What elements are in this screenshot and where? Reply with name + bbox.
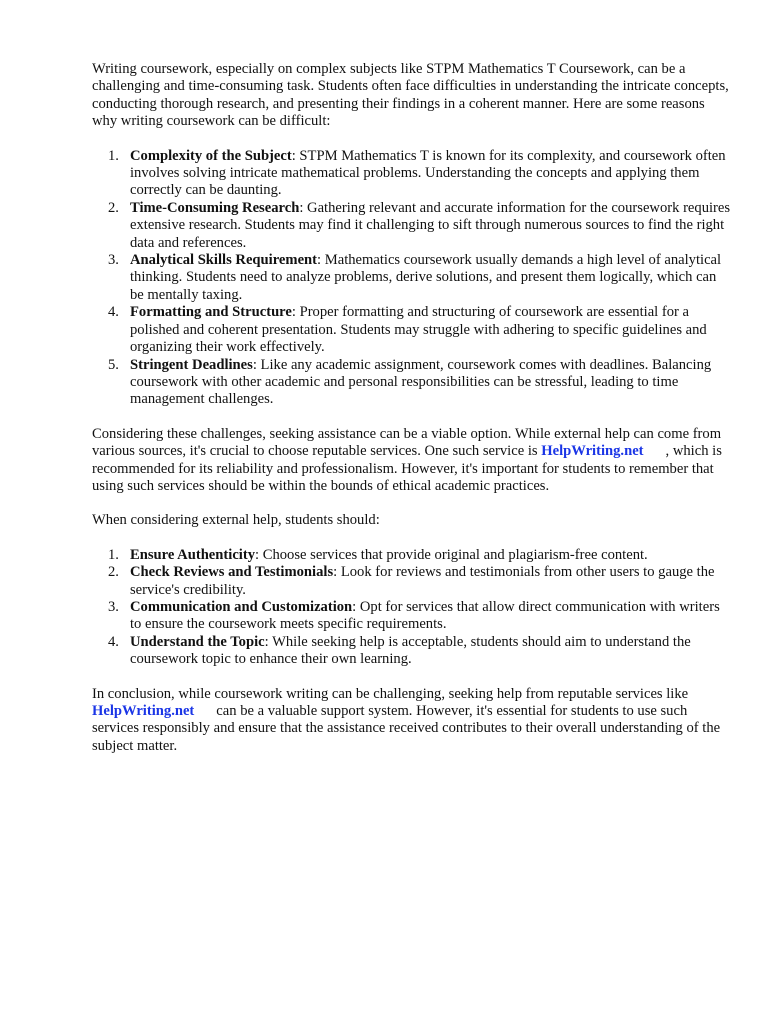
list-number: 3. xyxy=(108,598,119,615)
helpwriting-link[interactable]: HelpWriting.net xyxy=(92,703,195,719)
conclusion-text-after: can be a valuable support system. However, it's essential for students to use such services responsibly and ensure that the assistance received contributes to their overall understanding of the subject matter. xyxy=(92,703,721,754)
helpwriting-link[interactable]: HelpWriting.net xyxy=(541,443,644,460)
list-item-text: : Gathering relevant and accurate information for the coursework requires extensive research. Students may find it challenging to sift through numerous sources to find the right data and references. xyxy=(130,199,731,251)
list-item-title: Communication and Customization xyxy=(130,598,353,615)
list-item-title: Ensure Authenticity xyxy=(130,546,256,563)
when-considering-paragraph: When considering external help, students should: xyxy=(92,512,380,529)
list-item-text: : Like any academic assignment, coursework comes with deadlines. Balancing coursework with other academic and personal responsibilities can be stressful, leading to time management challenges. xyxy=(130,356,712,408)
list-item-text: : Mathematics coursework usually demands a high level of analytical thinking. Students need to analyze problems, derive solutions, and present them logically, which can be mentally taxing. xyxy=(130,252,722,303)
list-item-title: Check Reviews and Testimonials xyxy=(130,564,334,581)
conclusion-text-before: In conclusion, while coursework writing can be challenging, seeking help from reputable services like xyxy=(92,685,689,702)
list-item xyxy=(92,252,732,304)
list-number: 2. xyxy=(108,564,119,581)
list-number: 4. xyxy=(108,633,119,650)
list-number: 1. xyxy=(108,147,119,164)
list-item xyxy=(92,599,732,634)
list-number: 5. xyxy=(108,356,119,373)
list-item xyxy=(92,304,732,356)
list-item-text: : While seeking help is acceptable, students should aim to understand the coursework topic to enhance their own learning. xyxy=(130,633,691,668)
list-item xyxy=(92,634,732,669)
list-item-title: Understand the Topic xyxy=(130,633,265,650)
list-item-title: Formatting and Structure xyxy=(130,304,292,321)
list-item-title: Time-Consuming Research xyxy=(130,199,300,216)
list-item-text: : Look for reviews and testimonials from other users to gauge the service's credibility. xyxy=(130,564,715,598)
list-item xyxy=(92,357,732,409)
list-item-title: Stringent Deadlines xyxy=(130,356,253,373)
list-item xyxy=(92,564,732,599)
intro-paragraph: Writing coursework, especially on complex subjects like STPM Mathematics T Coursework, can be a challenging and time-consuming task. Students often face difficulties in understanding the intricate concepts, conducting thorough research, and presenting their findings in a coherent manner. Here are some reasons why writing coursework can be difficult: xyxy=(92,61,729,130)
considering-paragraph xyxy=(92,426,732,496)
list-item xyxy=(92,148,732,200)
list-item-text: : Choose services that provide original and plagiarism-free content. xyxy=(255,546,648,563)
list-number: 3. xyxy=(108,252,119,269)
list-item-title: Analytical Skills Requirement xyxy=(130,252,318,269)
list-number: 2. xyxy=(108,199,119,216)
advice-list xyxy=(92,547,732,669)
considering-text-after: , which is recommended for its reliability and professionalism. However, it's important for students to remember that using such services should be within the bounds of ethical academic practices. xyxy=(92,443,722,494)
list-item-text: : STPM Mathematics T is known for its complexity, and coursework often involves solving intricate mathematical problems. Understanding the concepts and applying them correctly can be daunting. xyxy=(130,147,726,199)
list-item xyxy=(92,200,732,252)
document-body xyxy=(92,61,732,755)
list-item-title: Complexity of the Subject xyxy=(130,147,292,164)
list-item xyxy=(92,547,732,564)
list-item-text: : Proper formatting and structuring of coursework are essential for a polished and coherent presentation. Students may struggle with adhering to specific guidelines and organizing their work effectively. xyxy=(130,304,707,356)
considering-text-before: Considering these challenges, seeking assistance can be a viable option. While external help can come from various sources, it's crucial to choose reputable services. One such service is xyxy=(92,425,722,460)
conclusion-paragraph xyxy=(92,686,732,756)
list-item-text: : Opt for services that allow direct communication with writers to ensure the coursework meets specific requirements. xyxy=(130,598,720,633)
difficulties-list xyxy=(92,148,732,409)
list-number: 4. xyxy=(108,304,119,321)
list-number: 1. xyxy=(108,546,119,563)
